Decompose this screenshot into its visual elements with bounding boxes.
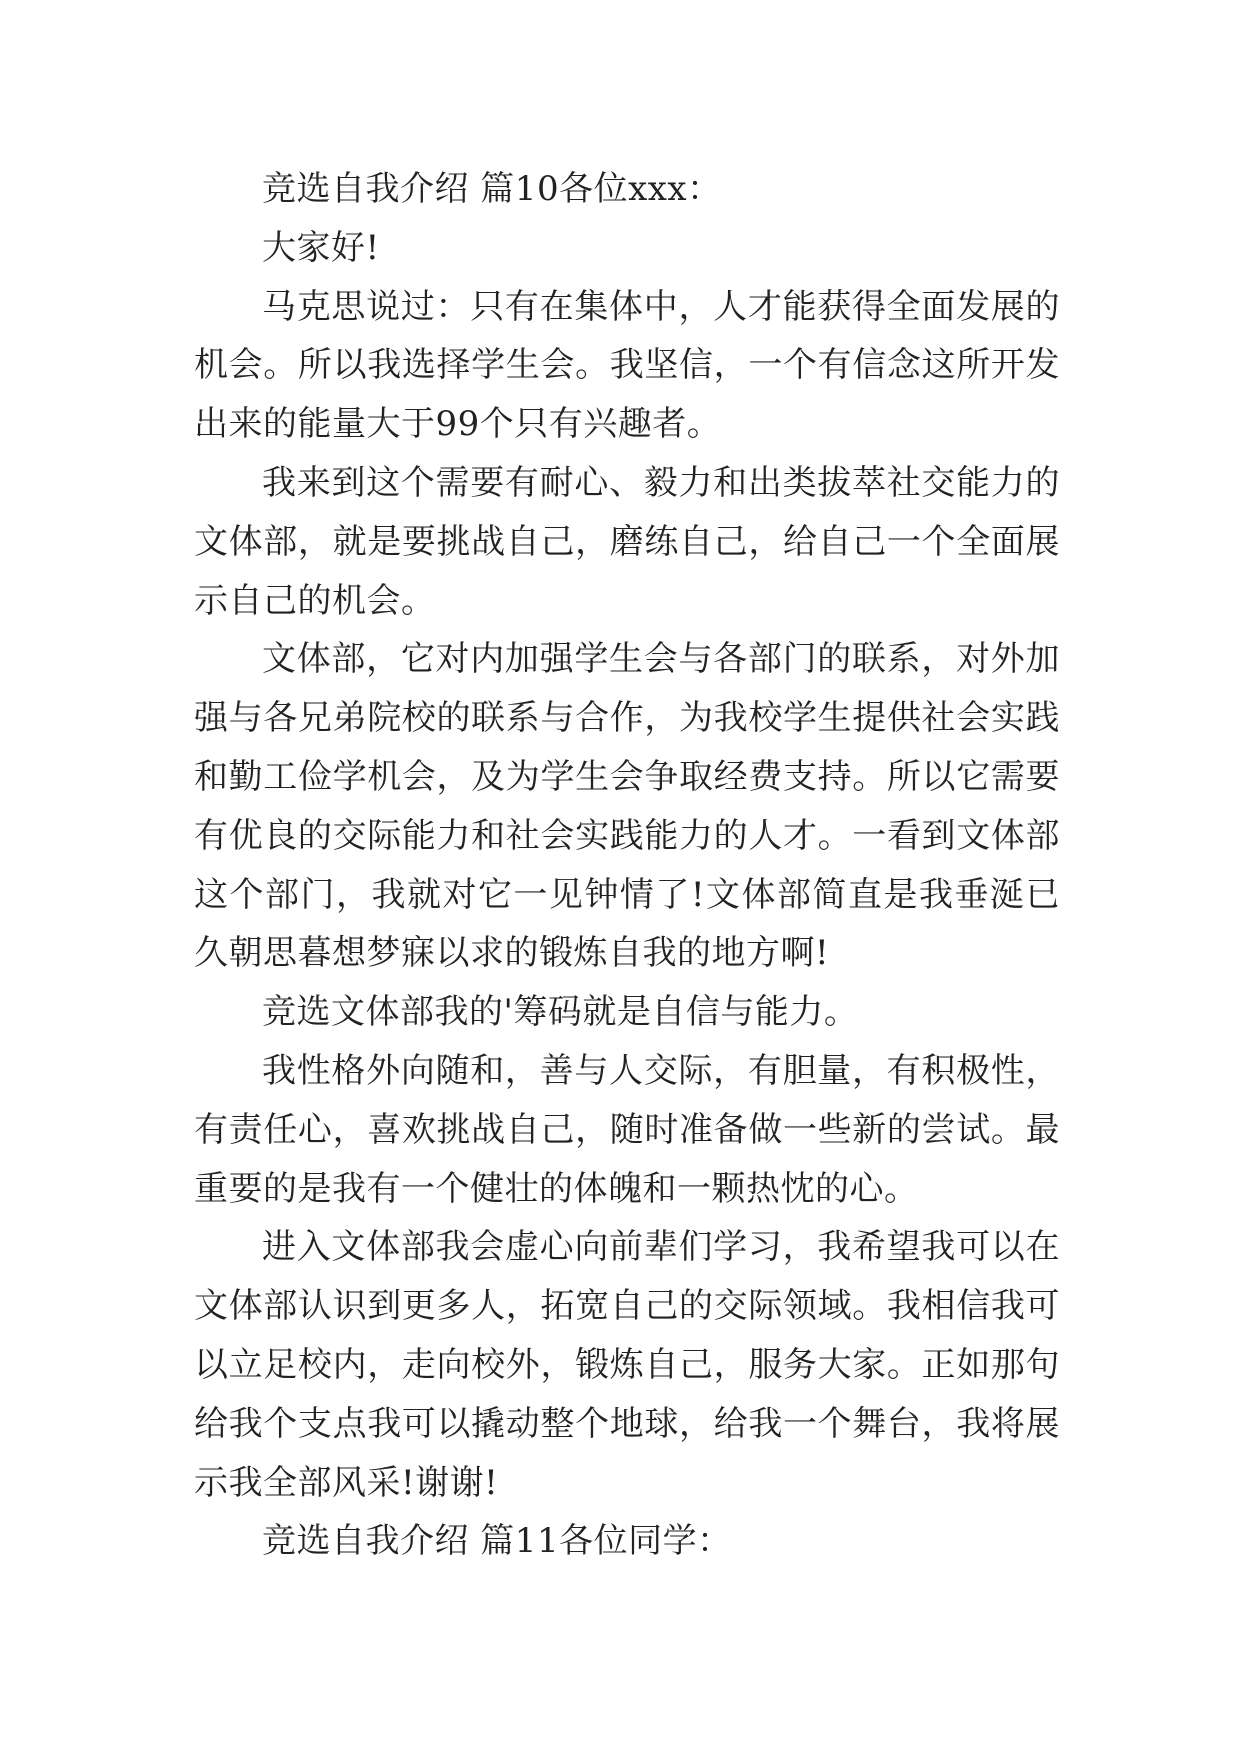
body-paragraph: 进入文体部我会虚心向前辈们学习，我希望我可以在文体部认识到更多人，拓宽自己的交际领域。我相信我可以立足校内，走向校外，锻炼自己，服务大家。正如那句给我个支点我可以撬动整个地球，给我一个舞台，我将展示我全部风采!谢谢! [194, 1227, 1060, 1503]
section-heading-11: 竞选自我介绍 篇11各位同学： [262, 1521, 732, 1562]
greeting-paragraph: 大家好! [262, 227, 380, 268]
body-paragraph: 马克思说过：只有在集体中，人才能获得全面发展的机会。所以我选择学生会。我坚信，一个有信念这所开发出来的能量大于99个只有兴趣者。 [194, 286, 1060, 445]
section-heading-10: 竞选自我介绍 篇10各位xxx： [262, 169, 722, 209]
body-paragraph: 我性格外向随和，善与人交际，有胆量，有积极性，有责任心，喜欢挑战自己，随时准备做一些新的尝试。最重要的是我有一个健壮的体魄和一颗热忱的心。 [194, 1050, 1060, 1209]
body-paragraph: 竞选文体部我的'筹码就是自信与能力。 [262, 992, 859, 1033]
body-paragraph: 文体部，它对内加强学生会与各部门的联系，对外加强与各兄弟院校的联系与合作，为我校学生提供社会实践和勤工俭学机会，及为学生会争取经费支持。所以它需要有优良的交际能力和社会实践能力的人才。一看到文体部这个部门，我就对它一见钟情了!文体部简直是我垂涎已久朝思暮想梦寐以求的锻炼自我的地方啊! [194, 639, 1060, 974]
body-paragraph: 我来到这个需要有耐心、毅力和出类拔萃社交能力的文体部，就是要挑战自己，磨练自己，给自己一个全面展示自己的机会。 [194, 462, 1060, 621]
document-body [194, 160, 1060, 1571]
